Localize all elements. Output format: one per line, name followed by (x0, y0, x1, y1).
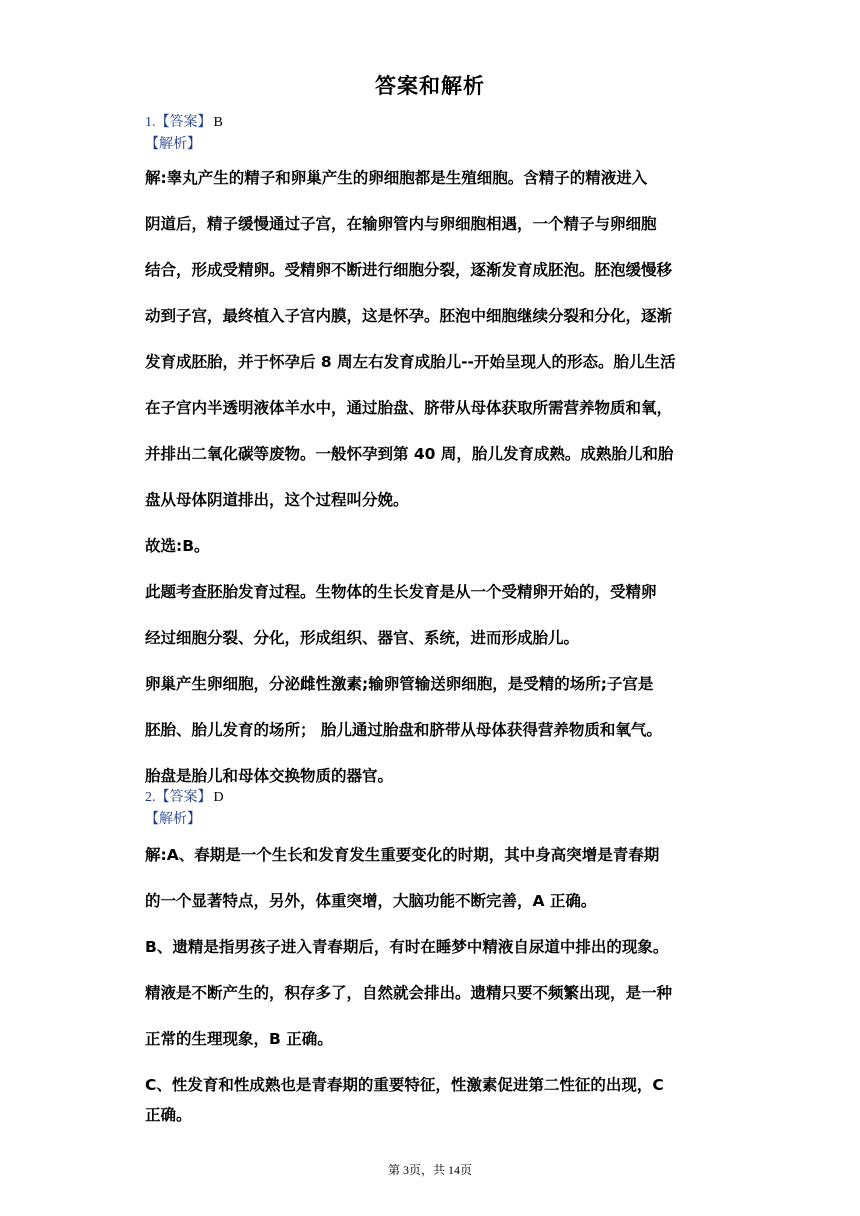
page-title: 答案和解析 (375, 74, 485, 98)
q2-line: 解:A、春期是一个生长和发育发生重要变化的时期，其中身高突增是青春期 (145, 846, 660, 864)
q2-answer-header (145, 788, 224, 808)
q1-line: 解:睾丸产生的精子和卵巢产生的卵细胞都是生殖细胞。含精子的精液进入 (145, 169, 648, 187)
q1-analysis-tag: 【解析】 (145, 136, 201, 152)
q2-line: B、遗精是指男孩子进入青春期后，有时在睡梦中精液自尿道中排出的现象。 (145, 938, 669, 956)
q1-line: 此题考查胚胎发育过程。生物体的生长发育是从一个受精卵开始的，受精卵 (145, 583, 657, 601)
q1-line: 动到子宫，最终植入子宫内膜，这是怀孕。胚泡中细胞继续分裂和分化，逐渐 (145, 307, 673, 325)
q1-line: 胚胎、胎儿发育的场所； 胎儿通过胎盘和脐带从母体获得营养物质和氧气。 (145, 721, 662, 739)
q1-conclusion: 故选:B。 (145, 537, 210, 555)
q2-answer-tag: 【答案】 (155, 790, 212, 805)
q1-line: 在子宫内半透明液体羊水中，通过胎盘、脐带从母体获取所需营养物质和氧， (145, 399, 673, 417)
q1-line: 经过细胞分裂、分化，形成组织、器官、系统，进而形成胎儿。 (145, 629, 580, 647)
q2-line: C、性发育和性成熟也是青春期的重要特征，性激素促进第二性征的出现，C (145, 1076, 664, 1094)
q2-line: 正确。 (145, 1106, 192, 1124)
q2-line: 正常的生理现象，B 正确。 (145, 1030, 333, 1048)
q1-line: 发育成胚胎，并于怀孕后 8 周左右发育成胎儿--开始呈现人的形态。胎儿生活 (145, 353, 676, 371)
page-footer: 第 3页，共 14页 (387, 1163, 472, 1177)
q1-answer-value: B (213, 115, 223, 130)
q1-line: 并排出二氧化碳等废物。一般怀孕到第 40 周，胎儿发育成熟。成熟胎儿和胎 (145, 445, 674, 463)
q1-line: 阴道后，精子缓慢通过子宫，在输卵管内与卵细胞相遇，一个精子与卵细胞 (145, 215, 657, 233)
q1-line: 胎盘是胎儿和母体交换物质的器官。 (145, 767, 394, 785)
q1-line: 盘从母体阴道排出，这个过程叫分娩。 (145, 491, 409, 509)
q1-line: 结合，形成受精卵。受精卵不断进行细胞分裂，逐渐发育成胚泡。胚泡缓慢移 (145, 261, 673, 279)
q2-number: 2. (145, 790, 156, 805)
q2-line: 精液是不断产生的，积存多了，自然就会排出。遗精只要不频繁出现，是一种 (145, 984, 673, 1002)
q1-number: 1. (145, 115, 156, 130)
q1-answer-tag: 【答案】 (155, 115, 212, 130)
q1-answer-header (145, 113, 223, 133)
q1-line: 卵巢产生卵细胞，分泌雌性激素;输卵管输送卵细胞，是受精的场所;子宫是 (145, 675, 654, 693)
q2-analysis-tag: 【解析】 (145, 811, 201, 827)
q2-line: 的一个显著特点，另外，体重突增，大脑功能不断完善，A 正确。 (145, 892, 597, 910)
q2-answer-value: D (213, 790, 224, 805)
